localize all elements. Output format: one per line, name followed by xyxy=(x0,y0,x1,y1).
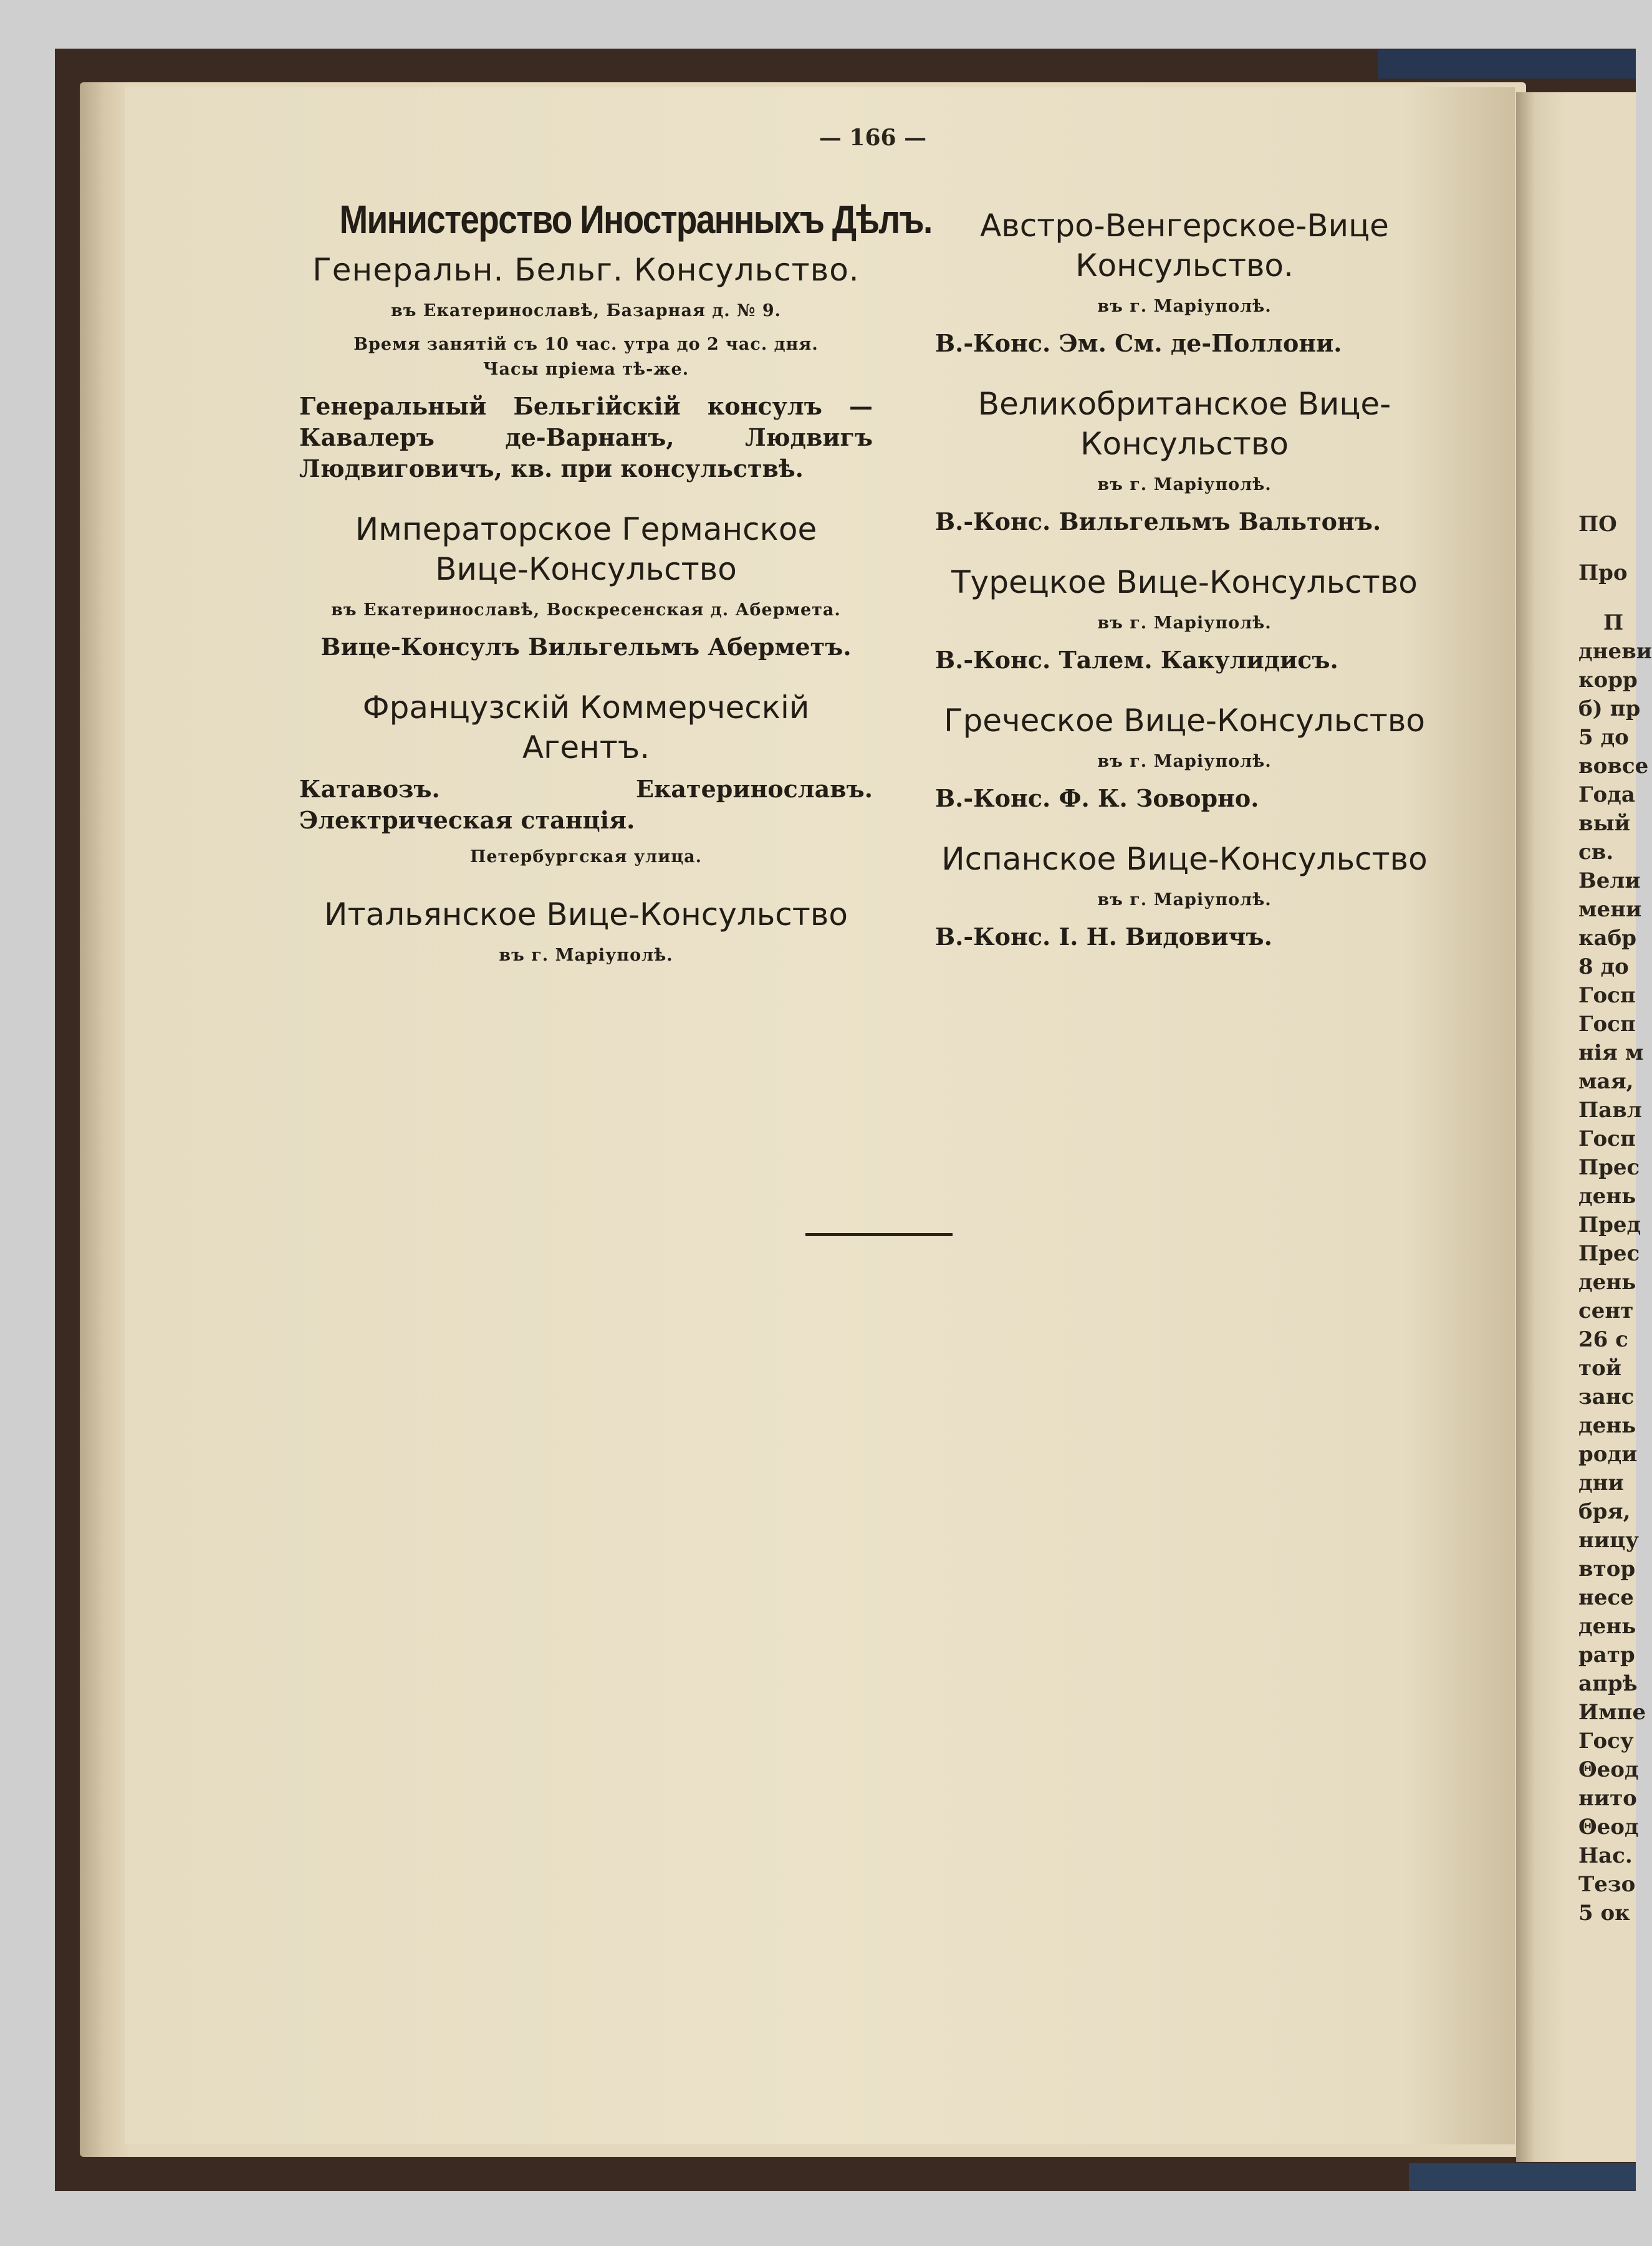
italian-consulate-section xyxy=(299,895,873,968)
next-page-line: занс xyxy=(1578,1385,1635,1409)
section-divider-rule xyxy=(805,1233,953,1236)
next-page-line: дневи xyxy=(1578,639,1652,664)
belgian-consulate-section xyxy=(299,250,873,484)
austro-heading-line-2: Консульство. xyxy=(1075,247,1294,284)
next-page-line: Θеод xyxy=(1578,1815,1639,1840)
next-page-line: ницу xyxy=(1578,1528,1639,1553)
next-page-line: бря, xyxy=(1578,1499,1631,1524)
next-page-line: ратр xyxy=(1578,1643,1635,1668)
next-page-line: дни xyxy=(1578,1471,1624,1495)
next-page-line: Прес xyxy=(1578,1155,1640,1180)
belgian-heading: Генеральн. Бельг. Консульство. xyxy=(312,252,860,288)
next-page-line: апрѣ xyxy=(1578,1671,1638,1696)
belgian-consul-text: Генеральный Бельгійскій консулъ — Кавалеръ де-Варнанъ, Людвигъ Людвиговичъ, кв. при консульствѣ. xyxy=(299,392,873,482)
next-page-edge xyxy=(1516,92,1652,2162)
greek-consul-text: В.-Конс. Ф. К. Зоворно. xyxy=(935,784,1259,812)
next-page-line: Года xyxy=(1578,782,1635,807)
binding-cloth-top xyxy=(1378,50,1636,79)
next-page-line: Госу xyxy=(1578,1729,1634,1754)
next-page-line: Прес xyxy=(1578,1241,1640,1266)
next-page-line: вовсе xyxy=(1578,754,1649,779)
spanish-heading: Испанское Вице-Консульство xyxy=(941,841,1428,877)
german-consulate-section xyxy=(299,509,873,663)
next-page-line: Нас. xyxy=(1578,1843,1633,1868)
spanish-section xyxy=(935,839,1434,953)
austro-location: въ г. Маріуполѣ. xyxy=(1097,297,1272,316)
austro-heading-line-1: Австро-Венгерское-Вице xyxy=(980,208,1389,244)
ministry-title: Министерство Иностранныхъ Дѣлъ. xyxy=(339,197,932,242)
next-page-line: Про xyxy=(1578,560,1628,585)
next-page-line: вый xyxy=(1578,811,1630,836)
next-page-line: Пред xyxy=(1578,1212,1641,1237)
next-page-line: Θеод xyxy=(1578,1757,1639,1782)
greek-location: въ г. Маріуполѣ. xyxy=(1097,752,1272,771)
greek-heading: Греческое Вице-Консульство xyxy=(944,703,1425,739)
german-heading-line-2: Вице-Консульство xyxy=(435,551,737,587)
french-street: Петербургская улица. xyxy=(469,847,703,866)
spanish-location: въ г. Маріуполѣ. xyxy=(1097,890,1272,909)
british-section xyxy=(935,384,1434,537)
next-page-line: втор xyxy=(1578,1557,1636,1581)
next-page-line: ПО xyxy=(1578,512,1617,537)
turkish-heading: Турецкое Вице-Консульство xyxy=(951,564,1418,600)
next-page-line: Госп xyxy=(1578,1126,1636,1151)
next-page-line: день xyxy=(1578,1614,1636,1639)
next-page-line: 5 до xyxy=(1578,725,1629,750)
next-page-line: 5 ок xyxy=(1578,1901,1630,1926)
next-page-line: П xyxy=(1603,610,1624,635)
next-page-line: св. xyxy=(1578,840,1614,865)
next-page-line: 8 до xyxy=(1578,954,1629,979)
british-consul-text: В.-Конс. Вильгельмъ Вальтонъ. xyxy=(935,507,1381,535)
belgian-address: въ Екатеринославѣ, Базарная д. № 9. xyxy=(390,301,782,320)
austro-consul-text: В.-Конс. Эм. См. де-Поллони. xyxy=(935,329,1342,357)
turkish-location: въ г. Маріуполѣ. xyxy=(1097,613,1272,633)
binding-cloth-bottom xyxy=(1409,2163,1636,2191)
next-page-line: несе xyxy=(1578,1585,1634,1610)
austro-hungarian-section xyxy=(935,206,1434,359)
british-heading-line-2: Консульство xyxy=(1080,426,1289,462)
next-page-line: 26 с xyxy=(1578,1327,1628,1352)
next-page-line: Павл xyxy=(1578,1098,1642,1123)
next-page-line: день xyxy=(1578,1413,1636,1438)
next-page-line: Тезо xyxy=(1578,1872,1636,1897)
belgian-hours: Время занятій съ 10 час. утра до 2 час. дня. xyxy=(353,335,819,354)
french-heading-line-1: Французскій Коммерческій xyxy=(362,689,810,726)
spanish-consul-text: В.-Конс. І. Н. Видовичъ. xyxy=(935,923,1272,951)
next-page-line: Вели xyxy=(1578,868,1641,893)
next-page-line: сент xyxy=(1578,1298,1634,1323)
page-number: — 166 — xyxy=(819,125,927,151)
greek-section xyxy=(935,701,1434,814)
next-page-line: той xyxy=(1578,1356,1621,1381)
german-heading-line-1: Императорское Германское xyxy=(355,511,817,547)
belgian-reception-hours: Часы пріема тѣ-же. xyxy=(483,360,689,379)
french-agent-section xyxy=(299,688,873,870)
next-page-line: день xyxy=(1578,1270,1636,1295)
french-heading-line-2: Агентъ. xyxy=(522,729,650,765)
next-page-line: б) пр xyxy=(1578,696,1641,721)
next-page-line: нито xyxy=(1578,1786,1637,1811)
british-heading-line-1: Великобританское Вице- xyxy=(977,386,1391,422)
next-page-line: корр xyxy=(1578,668,1638,693)
turkish-consul-text: В.-Конс. Талем. Какулидисъ. xyxy=(935,646,1338,674)
next-page-line: Госп xyxy=(1578,1012,1636,1037)
next-page-line: роди xyxy=(1578,1442,1638,1467)
german-address: въ Екатеринославѣ, Воскресенская д. Абермета. xyxy=(331,600,841,620)
right-column xyxy=(935,206,1434,959)
next-page-line: кабр xyxy=(1578,926,1637,951)
next-page-line: Импе xyxy=(1578,1700,1646,1725)
italian-location: въ г. Маріуполѣ. xyxy=(499,946,673,965)
british-location: въ г. Маріуполѣ. xyxy=(1097,475,1272,494)
next-page-line: нія м xyxy=(1578,1040,1644,1065)
german-consul-text: Вице-Консулъ Вильгельмъ Аберметъ. xyxy=(320,633,852,661)
italian-heading: Итальянское Вице-Консульство xyxy=(324,896,848,933)
turkish-section xyxy=(935,562,1434,676)
french-agent-text: Катавозъ. Екатеринославъ. Электрическая станція. xyxy=(299,775,873,834)
next-page-line: Госп xyxy=(1578,983,1636,1008)
next-page-line: день xyxy=(1578,1184,1636,1209)
left-column xyxy=(299,196,932,977)
next-page-line: мая, xyxy=(1578,1069,1634,1094)
next-page-line: мени xyxy=(1578,897,1642,922)
